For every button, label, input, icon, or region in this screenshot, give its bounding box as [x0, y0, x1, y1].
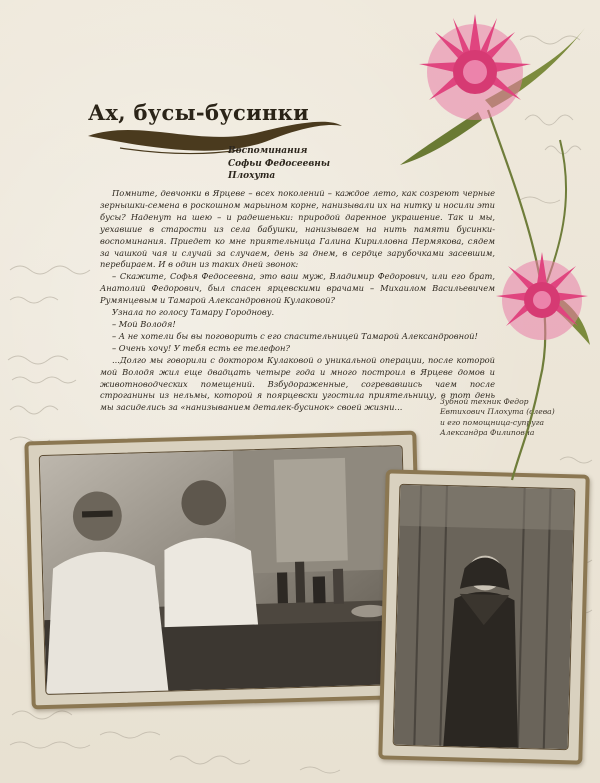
- byline-line: Софьи Федосеевны: [228, 158, 330, 169]
- paragraph: – Мой Володя!: [112, 318, 176, 329]
- paragraph: Узнала по голосу Тамару Городнову.: [112, 307, 275, 318]
- byline-line: Плохута: [228, 171, 276, 181]
- photo-caption: Зубной техник Федор Евтихович Плохута (слева) и его помощница-супруга Александра Филиповна: [440, 397, 555, 438]
- paragraph: Помните, девчонки в Ярцеве – всех поколений – каждое лето, как созреют черные зернышки-семена в роскошном марьином корне, нанизывали их на нитку и носили эти бусы? Наденут на шею – и радешеньки: природой даренное украшение. Так и мы, уехавшие в старости из села бабушки, нанизываем на нить памяти бусинки-воспоминания. Приедет ко мне приятельница Галина Кирилловна Пермякова, сядем за чашкой чая и случай за случаем, день за днем, в сердце зарубочками засевшим, перебираем. И в один из таких дней звонок:: [100, 188, 495, 270]
- article-body: [100, 188, 495, 414]
- photo-dental-lab: [24, 431, 423, 710]
- article-title: Ах, бусы-бусинки: [88, 100, 309, 125]
- paragraph: – Очень хочу! У тебя есть ее телефон?: [112, 342, 290, 353]
- byline: [228, 145, 378, 183]
- photo-woman: [378, 469, 590, 764]
- byline-line: Воспоминания: [228, 146, 308, 156]
- paragraph: ...Долго мы говорили с доктором Кулаковой о уникальной операции, после которой мой Володя жил еще двадцать четыре года и много построил в Ярцеве домов и животноводческих помещений. Взбудораженные, согревавшись чаем после строганины из нельмы, которой я поярцевски угостила приятельницу, в тот день мы засиделись за «нанизыванием деталек-бусинок» своей жизни...: [100, 354, 495, 413]
- photo-woman-image: [393, 484, 576, 751]
- paragraph: – А не хотели бы вы поговорить с его спасительницей Тамарой Александровной!: [112, 330, 478, 341]
- photo-lab-image: [39, 445, 410, 695]
- paragraph: – Скажите, Софья Федосеевна, это ваш муж, Владимир Федорович, или его брат, Анатолий Федорович, был спасен ярцевскими врачами – Михаилом Васильевичем Румянцевым и Тамарой Александровной Кулаковой?: [100, 271, 495, 306]
